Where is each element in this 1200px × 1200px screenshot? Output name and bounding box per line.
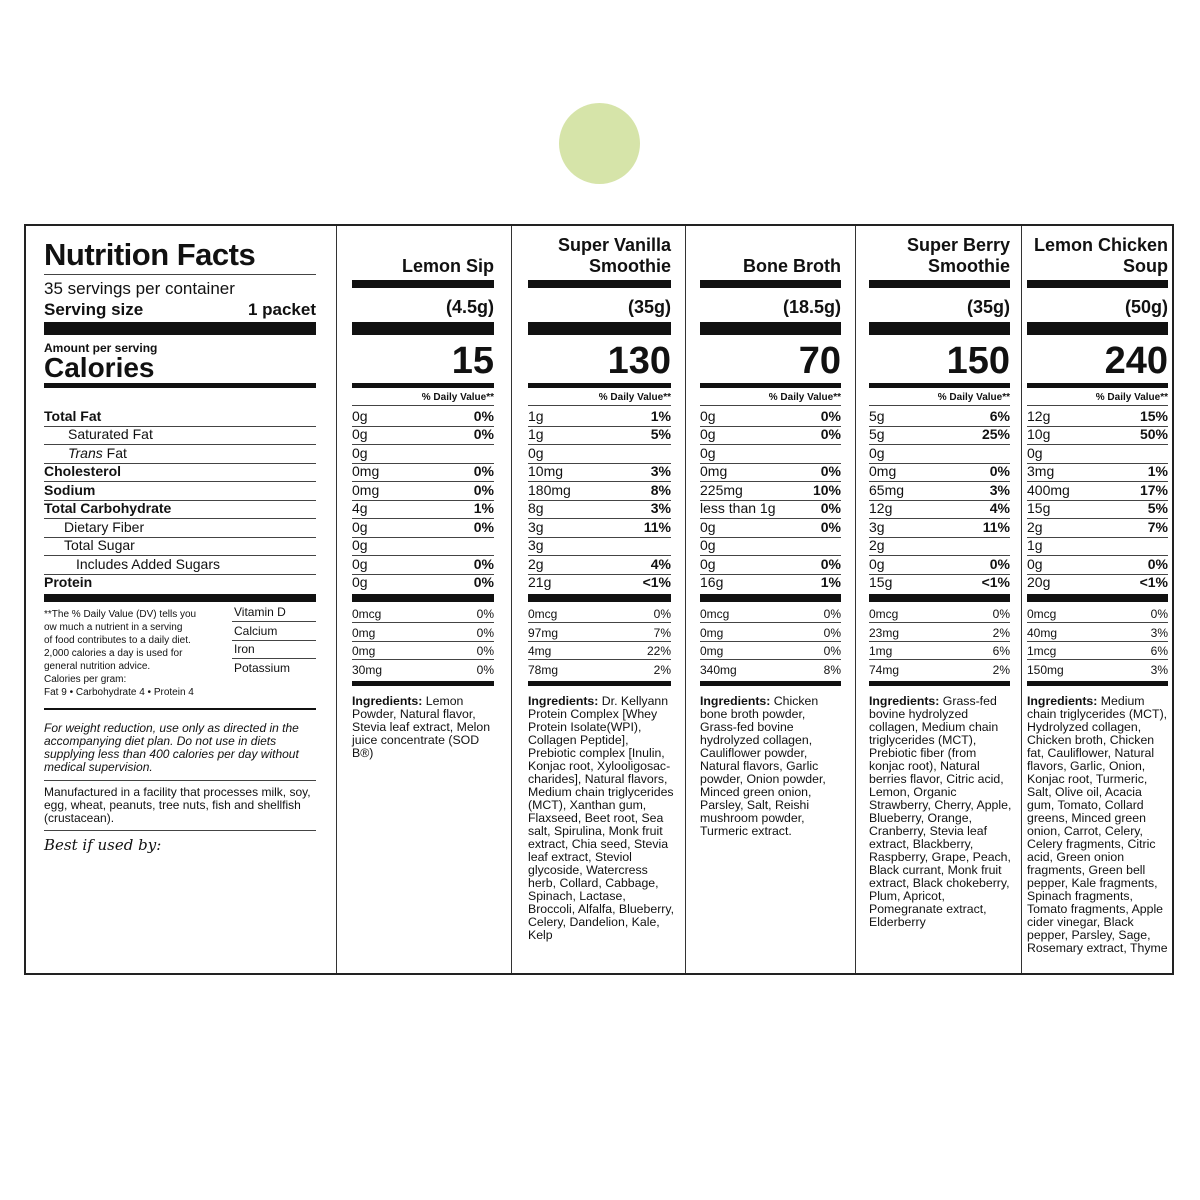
daily-value: 4% [989, 500, 1010, 516]
daily-value: 1% [1147, 463, 1168, 479]
amount: 0g [528, 445, 544, 461]
dv-header: % Daily Value** [421, 392, 494, 403]
daily-value: 15% [1139, 408, 1168, 424]
vitamin-dv: 2% [653, 662, 671, 677]
serving-size: (35g) [627, 297, 671, 317]
vitamin-amount: 0mg [352, 625, 376, 640]
daily-value: 0% [820, 463, 841, 479]
amount: 3mg [1027, 463, 1055, 479]
ingredients [700, 695, 845, 838]
vitamin-dv: 22% [646, 644, 671, 658]
nutrition-panel [24, 224, 1174, 975]
serving-size-label: Serving size [44, 300, 144, 319]
vitamin-dv: 2% [992, 625, 1010, 640]
bar [869, 681, 1010, 686]
amount: less than 1g [700, 500, 776, 516]
calories-value: 70 [798, 340, 841, 382]
vitamin-label: Vitamin D [234, 605, 286, 619]
daily-value: 11% [982, 519, 1010, 535]
amount: 8g [528, 500, 544, 516]
bar [528, 681, 671, 686]
vitamin-amount: 0mcg [528, 607, 558, 621]
dv-note-line: of food contributes to a daily diet. [44, 635, 191, 646]
vitamin-dv: 0% [823, 607, 841, 621]
vitamin-amount: 340mg [700, 662, 737, 677]
vitamin-divider [352, 622, 494, 623]
ingredients-label: Ingredients: [1027, 694, 1098, 708]
daily-value: 0% [989, 556, 1010, 572]
vitamin-dv: 0% [823, 644, 841, 658]
amount: 1g [1027, 537, 1043, 553]
weight-reduction-note: For weight reduction, use only as directed in the accompanying diet plan. Do not use in diets supplying less than 400 calories per day without medical supervision. [44, 721, 299, 774]
vitamin-amount: 0mcg [869, 607, 899, 621]
vitamin-dv: 3% [1150, 662, 1168, 677]
amount: 16g [700, 574, 724, 590]
amount: 0g [352, 426, 368, 442]
amount: 0g [700, 445, 716, 461]
product-name: Lemon Chicken Soup [1033, 235, 1168, 276]
calories-value: 130 [607, 340, 671, 382]
vitamin-divider [1027, 622, 1168, 623]
vitamin-amount: 78mg [528, 662, 559, 677]
bar [700, 681, 841, 686]
daily-value: 0% [473, 574, 494, 590]
ingredients-label: Ingredients: [869, 694, 940, 708]
vitamin-divider [700, 659, 841, 660]
daily-value: 4% [650, 556, 671, 572]
row-divider [869, 537, 1010, 538]
vitamin-divider [352, 641, 494, 642]
bar [869, 594, 1010, 602]
bar [528, 383, 671, 388]
vitamin-amount: 0mcg [1027, 607, 1057, 621]
amount: 0g [352, 556, 368, 572]
dv-note-line: 2,000 calories a day is used for [44, 648, 183, 659]
product-name: Super Berry Smoothie [906, 235, 1010, 276]
daily-value: 5% [1147, 500, 1168, 516]
vitamin-dv: 7% [653, 625, 671, 640]
vitamin-label: Calcium [234, 623, 278, 638]
amount: 15g [869, 574, 893, 590]
amount: 0g [352, 537, 368, 553]
ingredients [528, 695, 675, 942]
row-divider [352, 537, 494, 538]
label-column [26, 226, 336, 973]
vitamin-divider [700, 641, 841, 642]
vitamin-dv: 0% [992, 607, 1010, 621]
amount: 5g [869, 408, 885, 424]
amount: 12g [1027, 408, 1051, 424]
fat-word: Fat [102, 445, 127, 461]
vitamin-divider [528, 641, 671, 642]
ingredients [352, 695, 498, 760]
ingredients-label: Ingredients: [700, 694, 771, 708]
daily-value: 6% [989, 408, 1010, 424]
trans-word: Trans [68, 445, 103, 461]
daily-value: 1% [473, 500, 494, 516]
ingredients-label: Ingredients: [528, 694, 599, 708]
amount: 15g [1027, 500, 1051, 516]
amount: 21g [528, 574, 552, 590]
nutrient-label: Dietary Fiber [64, 519, 145, 535]
bar [528, 594, 671, 602]
dv-header: % Daily Value** [768, 392, 841, 403]
bar [869, 322, 1010, 335]
vitamin-dv: 0% [476, 662, 494, 677]
vitamin-divider [232, 621, 316, 622]
amount: 20g [1027, 574, 1051, 590]
dv-header: % Daily Value** [1095, 392, 1168, 403]
product-name: Bone Broth [743, 256, 841, 276]
bar [352, 681, 494, 686]
vitamin-amount: 0mg [352, 644, 376, 658]
ingredients-text: Lemon Powder, Natural flavor, Stevia leaf extract, Melon juice concentrate (SOD B®) [352, 694, 491, 760]
vitamin-divider [528, 622, 671, 623]
amount: 0g [352, 574, 368, 590]
vitamin-dv: 0% [1150, 607, 1168, 621]
nutrient-label: Cholesterol [44, 463, 122, 479]
bar [352, 280, 494, 288]
vitamin-divider [700, 622, 841, 623]
row-divider [700, 537, 841, 538]
dv-note-line: general nutrition advice. [44, 661, 151, 672]
daily-value: 3% [650, 500, 671, 516]
amount: 0g [700, 408, 716, 424]
nutrient-label: Includes Added Sugars [76, 556, 220, 572]
amount: 3g [528, 537, 544, 553]
facility-note: Manufactured in a facility that processes milk, soy, egg, wheat, peanuts, tree nuts, fish and shellfish (crustacean). [44, 785, 311, 825]
vitamin-divider [869, 622, 1010, 623]
daily-value: 50% [1139, 426, 1168, 442]
vitamin-dv: 0% [823, 625, 841, 640]
daily-value: 0% [820, 519, 841, 535]
vitamin-amount: 150mg [1027, 662, 1064, 677]
vitamin-dv: 0% [476, 607, 494, 621]
vitamin-divider [869, 641, 1010, 642]
daily-value: 11% [643, 519, 671, 535]
row-divider [528, 405, 671, 406]
vitamin-amount: 4mg [528, 644, 552, 658]
daily-value: 0% [473, 519, 494, 535]
amount: 0g [700, 519, 716, 535]
vitamin-amount: 1mg [869, 644, 893, 658]
vitamin-dv: 0% [653, 607, 671, 621]
accent-dot [559, 103, 640, 184]
row-divider [1027, 405, 1168, 406]
amount: 5g [869, 426, 885, 442]
calories-label: Calories [44, 352, 155, 383]
bar [528, 280, 671, 288]
vitamin-divider [869, 659, 1010, 660]
daily-value: 25% [981, 426, 1010, 442]
amount: 12g [869, 500, 893, 516]
amount: 0g [1027, 445, 1043, 461]
amount: 0mg [352, 463, 380, 479]
vitamin-amount: 0mg [700, 625, 724, 640]
amount: 0g [700, 426, 716, 442]
daily-value: 0% [473, 426, 494, 442]
amount: 1g [528, 426, 544, 442]
bar [1027, 280, 1168, 288]
bar [869, 280, 1010, 288]
row-divider [869, 405, 1010, 406]
amount: 3g [869, 519, 885, 535]
daily-value: 0% [473, 482, 494, 498]
serving-size: (35g) [966, 297, 1010, 317]
vitamin-label: Iron [234, 642, 255, 656]
calories-value: 15 [451, 340, 494, 382]
vitamin-dv: 6% [992, 644, 1010, 658]
amount: 0g [869, 445, 885, 461]
amount: 4g [352, 500, 368, 516]
daily-value: 17% [1139, 482, 1168, 498]
amount: 0mg [700, 463, 728, 479]
amount: 225mg [700, 482, 743, 498]
daily-value: 1% [820, 574, 841, 590]
vitamin-divider [1027, 659, 1168, 660]
nutrition-facts-title: Nutrition Facts [44, 237, 256, 272]
amount: 0g [700, 556, 716, 572]
nutrient-label: Protein [44, 574, 93, 590]
daily-value: 0% [820, 408, 841, 424]
bar [700, 383, 841, 388]
dv-note-line: Calories per gram: [44, 674, 127, 685]
vitamin-dv: 0% [476, 644, 494, 658]
serving-size: (50g) [1124, 297, 1168, 317]
nutrient-label: Total Fat [44, 408, 102, 424]
vitamin-dv: 3% [1150, 625, 1168, 640]
vitamin-label: Potassium [234, 660, 291, 675]
row-divider [352, 444, 494, 445]
vitamin-amount: 0mg [700, 644, 724, 658]
amount: 10mg [528, 463, 564, 479]
vitamin-amount: 30mg [352, 662, 383, 677]
daily-value: 10% [812, 482, 841, 498]
bar [1027, 594, 1168, 602]
dv-header: % Daily Value** [598, 392, 671, 403]
bar [869, 383, 1010, 388]
bar [700, 322, 841, 335]
vitamin-amount: 74mg [869, 662, 900, 677]
row-divider [1027, 537, 1168, 538]
amount: 1g [528, 408, 544, 424]
daily-value: 0% [473, 556, 494, 572]
daily-value: 0% [820, 556, 841, 572]
bar [700, 280, 841, 288]
amount: 0g [352, 445, 368, 461]
daily-value: 0% [989, 463, 1010, 479]
daily-value: 0% [1147, 556, 1168, 572]
servings-per-container: 35 servings per container [44, 279, 235, 298]
vitamin-divider [528, 659, 671, 660]
amount: 65mg [869, 482, 905, 498]
daily-value: 3% [989, 482, 1010, 498]
vitamin-dv: 0% [476, 625, 494, 640]
bar [1027, 383, 1168, 388]
daily-value: <1% [981, 574, 1010, 590]
bar [528, 322, 671, 335]
daily-value: 0% [820, 500, 841, 516]
calories-value: 240 [1104, 340, 1168, 382]
serving-size: (4.5g) [445, 297, 494, 317]
row-divider [528, 537, 671, 538]
vitamin-dv: 6% [1150, 644, 1168, 658]
vitamin-divider [232, 640, 316, 641]
ingredients-label: Ingredients: [352, 694, 423, 708]
row-divider [528, 444, 671, 445]
dv-note-line: **The % Daily Value (DV) tells you [44, 609, 197, 620]
daily-value: 1% [650, 408, 671, 424]
nutrient-label: Total Carbohydrate [44, 500, 172, 516]
bar [352, 322, 494, 335]
row-divider [1027, 444, 1168, 445]
bar [1027, 322, 1168, 335]
amount: 0mg [869, 463, 897, 479]
row-divider [700, 444, 841, 445]
vitamin-amount: 0mcg [352, 607, 382, 621]
amount: 2g [869, 537, 885, 553]
ingredients-text: Dr. Kellyann Protein Complex [Whey Protein Isolate(WPI), Collagen Peptide], Prebiotic complex [Inulin, Konjac root, Xylooligosac-charides], Natural flavors, Medium chain triglycerides (MCT), Xanthan gum, Flaxseed, Beet root, Sea salt, Spirulina, Monk fruit extract, Chia seed, Stevia leaf extract, Steviol glycoside, Watercress herb, Collard, Cabbage, Spinach, Lactase, Broccoli, Alfalfa, Blueberry, Celery, Dandelion, Kale, Kelp [528, 694, 675, 942]
bar [352, 594, 494, 602]
row-divider [869, 444, 1010, 445]
daily-value: 5% [650, 426, 671, 442]
amount-per-serving: Amount per serving [44, 341, 158, 355]
row-divider [700, 405, 841, 406]
ingredients [869, 695, 1014, 929]
amount: 0g [1027, 556, 1043, 572]
daily-value: 0% [820, 426, 841, 442]
ingredients-text: Chicken bone broth powder, Grass-fed bovine hydrolyzed collagen, Cauliflower powder, Natural flavors, Garlic powder, Onion powder, Minced green onion, Parsley, Salt, Reishi mushroom powder, Turmeric extract. [700, 694, 826, 838]
vitamin-dv: 8% [823, 662, 841, 677]
amount: 0g [869, 556, 885, 572]
amount: 2g [528, 556, 544, 572]
vitamin-amount: 23mg [869, 625, 900, 640]
amount: 0g [700, 537, 716, 553]
vitamin-amount: 1mcg [1027, 644, 1057, 658]
vitamin-divider [232, 658, 316, 659]
vitamin-amount: 0mcg [700, 607, 730, 621]
best-if-used-by: Best if used by: [44, 836, 162, 854]
serving-size-value: 1 packet [247, 300, 316, 319]
calories-value: 150 [946, 340, 1010, 382]
dv-note-line: Fat 9 • Carbohydrate 4 • Protein 4 [44, 687, 194, 698]
amount: 0mg [352, 482, 380, 498]
vitamin-dv: 2% [992, 662, 1010, 677]
vitamin-amount: 97mg [528, 625, 559, 640]
amount: 2g [1027, 519, 1043, 535]
dv-note-line: ow much a nutrient in a serving [44, 622, 183, 633]
amount: 0g [352, 519, 368, 535]
ingredients [1027, 695, 1172, 955]
daily-value: 7% [1147, 519, 1168, 535]
row-divider [352, 405, 494, 406]
product-name: Lemon Sip [401, 256, 494, 276]
amount: 10g [1027, 426, 1051, 442]
nutrient-label: Saturated Fat [68, 426, 153, 442]
ingredients-text: Grass-fed bovine hydrolyzed collagen, Medium chain triglycerides (MCT), Prebiotic fiber (from konjac root), Natural berries flavor, Citric acid, Lemon, Organic Strawberry, Cherry, Apple, Blueberry, Orange, Cranberry, Stevia leaf extract, Blackberry, Raspberry, Grape, Peach, Black currant, Monk fruit extract, Black chokeberry, Plum, Apricot, Pomegranate extract, Elderberry [869, 694, 1012, 929]
vitamin-amount: 40mg [1027, 625, 1058, 640]
vitamin-divider [1027, 641, 1168, 642]
vitamin-divider [352, 659, 494, 660]
amount: 0g [352, 408, 368, 424]
daily-value: 0% [473, 408, 494, 424]
nutrient-label-trans-fat [68, 445, 127, 461]
amount: 180mg [528, 482, 571, 498]
daily-value: <1% [1139, 574, 1168, 590]
amount: 3g [528, 519, 544, 535]
product-name: Super Vanilla Smoothie [557, 235, 671, 276]
nutrient-label: Total Sugar [64, 537, 135, 553]
bar [352, 383, 494, 388]
ingredients-text: Medium chain triglycerides (MCT), Hydrolyzed collagen, Chicken broth, Chicken fat, Cauliflower, Natural flavors, Garlic, Onion, Konjac root, Turmeric, Salt, Olive oil, Acacia gum, Tomato, Collard greens, Minced green onion, Carrot, Celery, Celery fragments, Citric acid, Green onion fragments, Green bell pepper, Kale fragments, Spinach fragments, Tomato fragments, Apple cider vinegar, Black pepper, Parsley, Sage, Rosemary extract, Thyme [1027, 694, 1168, 955]
amount: 400mg [1027, 482, 1070, 498]
daily-value: 8% [650, 482, 671, 498]
dv-header: % Daily Value** [937, 392, 1010, 403]
daily-value: 3% [650, 463, 671, 479]
serving-size: (18.5g) [782, 297, 841, 317]
daily-value: 0% [473, 463, 494, 479]
nutrient-label: Sodium [44, 482, 96, 498]
daily-value: <1% [642, 574, 671, 590]
bar [700, 594, 841, 602]
bar [1027, 681, 1168, 686]
